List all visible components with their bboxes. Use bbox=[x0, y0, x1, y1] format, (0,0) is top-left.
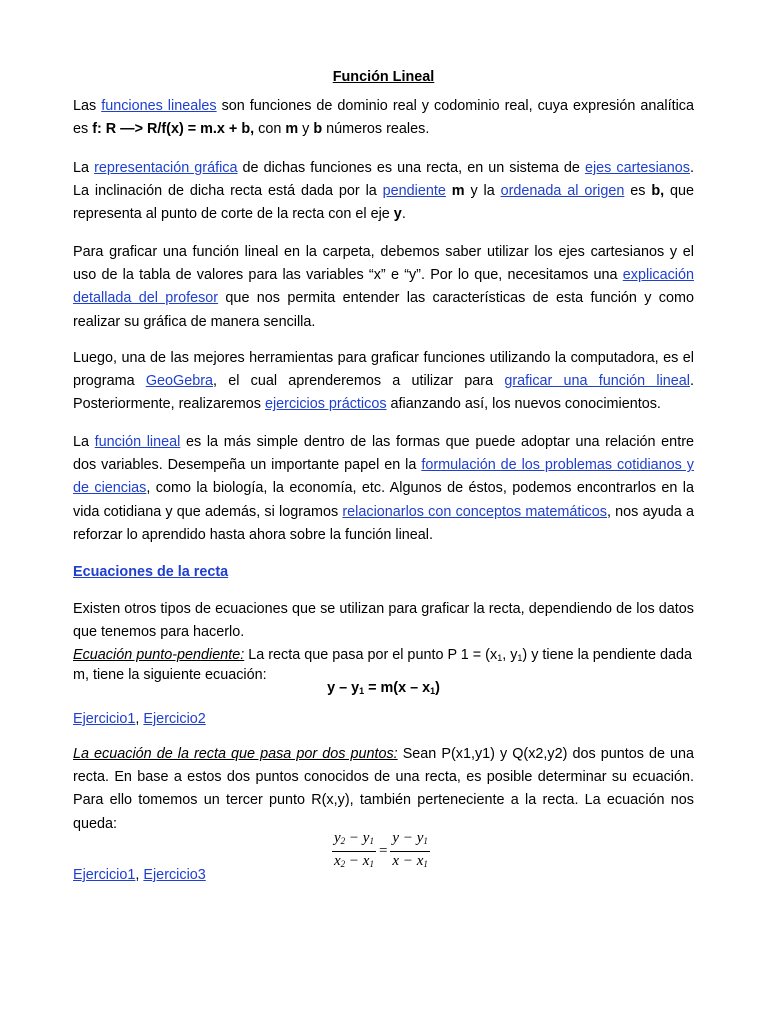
equals-sign: = bbox=[378, 843, 388, 859]
subscript: 1 bbox=[497, 653, 503, 663]
label-punto-pendiente: Ecuación punto-pendiente: bbox=[73, 647, 245, 663]
subscript: 1 bbox=[369, 859, 374, 869]
link-representacion-grafica[interactable]: representación gráfica bbox=[94, 160, 238, 176]
text: x − x bbox=[392, 853, 424, 869]
text: y − y bbox=[392, 830, 424, 846]
link-explicacion-profesor[interactable]: explicación detallada del profesor bbox=[73, 267, 694, 307]
symbol-y: y bbox=[393, 206, 402, 223]
numerator bbox=[332, 830, 376, 852]
text: , y bbox=[502, 647, 518, 663]
text: Sean P(x1,y1) y Q(x2,y2) dos puntos de una recta. En base a estos dos puntos conocidos de una recta, es posible determinar su ecuación. Para ello tomemos un tercer punto R(x,y), también perteneciente a la recta. La ecuación nos queda: bbox=[73, 746, 695, 832]
text: ) bbox=[435, 680, 440, 696]
subscript: 1 bbox=[359, 686, 365, 696]
label-dos-puntos: La ecuación de la recta que pasa por dos puntos: bbox=[73, 746, 398, 762]
paragraph-geogebra bbox=[73, 347, 694, 417]
link-pendiente[interactable]: pendiente bbox=[382, 183, 446, 200]
fraction-right bbox=[390, 830, 429, 873]
link-conceptos-matematicos[interactable]: relacionarlos con conceptos matemáticos bbox=[342, 503, 607, 520]
text: = m(x – x bbox=[364, 680, 431, 696]
exercise-links-1 bbox=[73, 708, 206, 730]
text: y – y bbox=[327, 680, 360, 696]
text: con bbox=[254, 121, 286, 138]
paragraph-representacion bbox=[73, 157, 694, 227]
text: es bbox=[624, 183, 652, 200]
text: , como la biología, la economía, etc. Algunos de éstos, podemos encontrarlos en la vida cotidiana y que además, si logramos bbox=[73, 480, 694, 520]
text: , bbox=[135, 711, 144, 727]
text: . La inclinación de dicha recta está dada por la bbox=[73, 160, 694, 200]
symbol-m: m bbox=[451, 183, 465, 200]
text: , bbox=[135, 867, 144, 883]
link-ejercicio1[interactable]: Ejercicio1 bbox=[73, 867, 136, 883]
paragraph-funcion-lineal bbox=[73, 431, 694, 547]
text: que representa al punto de corte de la recta con el eje bbox=[73, 183, 694, 223]
text: de dichas funciones es una recta, en un sistema de bbox=[237, 160, 585, 176]
subscript: 1 bbox=[369, 836, 374, 846]
subscript: 2 bbox=[340, 836, 346, 846]
text: , nos ayuda a reforzar lo aprendido hasta ahora sobre la función lineal. bbox=[73, 503, 694, 543]
symbol-b: b, bbox=[651, 183, 665, 200]
text: La bbox=[73, 160, 95, 176]
text: . Posteriormente, realizaremos bbox=[73, 373, 694, 413]
subscript: 1 bbox=[423, 859, 428, 869]
subscript: 2 bbox=[340, 859, 346, 869]
text: son funciones de dominio real y codominio real, cuya expresión analítica es bbox=[73, 98, 694, 138]
paragraph-tipos-ecuaciones: Existen otros tipos de ecuaciones que se utilizan para graficar la recta, dependiendo de los datos que tenemos para hacerlo. bbox=[73, 601, 694, 641]
denominator bbox=[390, 852, 429, 873]
text: La bbox=[73, 434, 95, 450]
numerator bbox=[390, 830, 429, 852]
text: Luego, una de las mejores herramientas para graficar funciones utilizando la computadora, es el programa bbox=[73, 350, 694, 390]
link-formulacion-problemas[interactable]: formulación de los problemas cotidianos y de ciencias bbox=[73, 457, 694, 497]
formula-text: f: R —> R/f(x) = m.x + b, bbox=[92, 121, 255, 138]
link-ejercicio2[interactable]: Ejercicio2 bbox=[143, 711, 206, 727]
exercise-links-2 bbox=[73, 864, 206, 886]
paragraph-intro bbox=[73, 95, 694, 141]
link-ejercicio3[interactable]: Ejercicio3 bbox=[143, 867, 206, 883]
fraction-left bbox=[332, 830, 376, 873]
link-graficar-funcion-lineal[interactable]: graficar una función lineal bbox=[504, 373, 690, 390]
text: Las bbox=[73, 98, 102, 114]
text: . bbox=[401, 206, 406, 223]
link-ejercicio1[interactable]: Ejercicio1 bbox=[73, 711, 136, 727]
equation-dos-puntos bbox=[332, 830, 430, 873]
link-funciones-lineales[interactable]: funciones lineales bbox=[101, 98, 217, 114]
text: es la más simple dentro de las formas que puede adoptar una relación entre dos variables. Desempeña un importante papel en la bbox=[73, 434, 694, 474]
link-ejes-cartesianos[interactable]: ejes cartesianos bbox=[584, 160, 690, 176]
symbol-m: m bbox=[285, 121, 299, 138]
text: Para graficar una función lineal en la carpeta, debemos saber utilizar los ejes cartesianos y el uso de la tabla de valores para las variables “x” e “y”. Por lo que, necesitamos una bbox=[73, 244, 694, 284]
paragraph-dos-puntos bbox=[73, 743, 694, 836]
text: afianzando así, los nuevos conocimientos. bbox=[386, 396, 661, 413]
paragraph-graficar bbox=[73, 241, 694, 334]
text: x bbox=[334, 853, 341, 869]
link-ejercicios-practicos[interactable]: ejercicios prácticos bbox=[264, 396, 387, 413]
denominator bbox=[332, 852, 376, 873]
symbol-b: b bbox=[313, 121, 323, 138]
text: , el cual aprenderemos a utilizar para bbox=[213, 373, 505, 390]
text: y bbox=[334, 830, 341, 846]
subscript: 1 bbox=[517, 653, 523, 663]
link-ordenada-al-origen[interactable]: ordenada al origen bbox=[500, 183, 625, 200]
text: La recta que pasa por el punto P 1 = (x bbox=[244, 647, 498, 663]
text: y bbox=[298, 121, 314, 138]
link-funcion-lineal[interactable]: función lineal bbox=[94, 434, 181, 450]
text: − y bbox=[345, 830, 370, 846]
subscript: 1 bbox=[423, 836, 428, 846]
equation-punto-pendiente bbox=[73, 678, 694, 701]
text: números reales. bbox=[322, 121, 430, 138]
text: y la bbox=[464, 183, 501, 200]
text: ) y tiene la pendiente dada m, tiene la siguiente ecuación: bbox=[73, 647, 693, 683]
subscript: 1 bbox=[430, 686, 436, 696]
page-title: Función Lineal bbox=[332, 69, 435, 85]
heading-ecuaciones-recta[interactable]: Ecuaciones de la recta bbox=[73, 564, 229, 580]
text: que nos permita entender las características de esta función y como realizar su gráfica de manera sencilla. bbox=[73, 290, 694, 330]
link-geogebra[interactable]: GeoGebra bbox=[145, 373, 214, 390]
text: − x bbox=[345, 853, 370, 869]
